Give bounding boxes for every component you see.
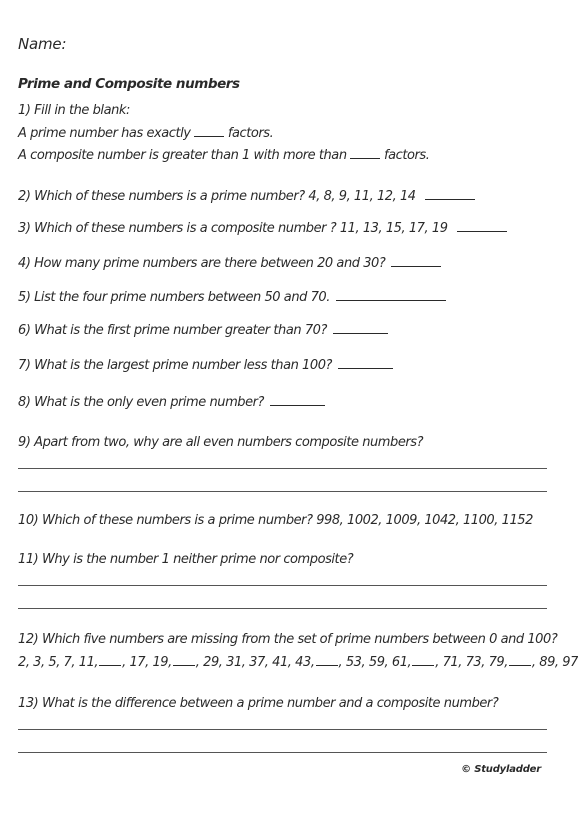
answer-blank[interactable] [412,654,434,666]
answer-blank[interactable] [425,188,475,200]
question-1-line-1-before: A prime number has exactly [18,126,191,141]
question-1-line-1 [18,125,273,142]
answer-line[interactable] [18,491,547,492]
question-1-line-1-after: factors. [227,126,274,141]
question-1-line-2-after: factors. [383,148,430,163]
question-3-text: 3) Which of these numbers is a composite number ? 11, 13, 15, 17, 19 [18,221,448,236]
question-1-prompt: 1) Fill in the blank: [18,103,130,118]
question-2 [18,188,475,205]
answer-line[interactable] [18,585,547,586]
question-1-line-2-before: A composite number is greater than 1 with more than [18,148,347,163]
answer-blank[interactable] [338,357,393,369]
question-4 [18,255,441,272]
question-11: 11) Why is the number 1 neither prime nor composite? [18,552,354,567]
question-3 [18,220,507,237]
question-1-line-2 [18,147,429,164]
question-8-text: 8) What is the only even prime number? [18,395,264,410]
answer-blank[interactable] [391,255,441,267]
question-12-prompt: 12) Which five numbers are missing from the set of prime numbers between 0 and 100? [18,632,558,647]
answer-blank[interactable] [333,322,388,334]
answer-blank[interactable] [194,125,224,137]
question-4-text: 4) How many prime numbers are there between 20 and 30? [18,256,386,271]
answer-line[interactable] [18,608,547,609]
name-label: Name: [18,35,67,53]
sequence-segment: , 17, 19, [122,655,172,670]
answer-line[interactable] [18,752,547,753]
question-2-text: 2) Which of these numbers is a prime number? 4, 8, 9, 11, 12, 14 [18,189,416,204]
question-13: 13) What is the difference between a prime number and a composite number? [18,696,499,711]
sequence-segment: , 53, 59, 61, [338,655,412,670]
copyright-notice: © Studyladder [461,764,541,775]
answer-blank[interactable] [270,394,325,406]
sequence-segment: , 71, 73, 79, [435,655,508,670]
answer-blank[interactable] [457,220,507,232]
sequence-segment: , 29, 31, 37, 41, 43, [195,655,315,670]
answer-line[interactable] [18,729,547,730]
question-9: 9) Apart from two, why are all even numbers composite numbers? [18,435,424,450]
question-5 [18,289,446,306]
answer-blank[interactable] [350,147,380,159]
answer-blank[interactable] [99,654,121,666]
answer-blank[interactable] [173,654,195,666]
question-8 [18,394,325,411]
question-7 [18,357,393,374]
question-6-text: 6) What is the first prime number greater than 70? [18,323,327,338]
answer-blank[interactable] [336,289,446,301]
answer-blank[interactable] [316,654,338,666]
question-6 [18,322,388,339]
worksheet-title: Prime and Composite numbers [18,76,240,92]
question-10: 10) Which of these numbers is a prime number? 998, 1002, 1009, 1042, 1100, 1152 [18,513,533,528]
answer-blank[interactable] [509,654,531,666]
answer-line[interactable] [18,468,547,469]
question-5-text: 5) List the four prime numbers between 50 and 70. [18,290,330,305]
question-12-sequence [18,654,578,671]
sequence-segment: , 89, 97 [531,655,578,670]
question-7-text: 7) What is the largest prime number less than 100? [18,358,332,373]
sequence-segment: 2, 3, 5, 7, 11, [18,655,99,670]
